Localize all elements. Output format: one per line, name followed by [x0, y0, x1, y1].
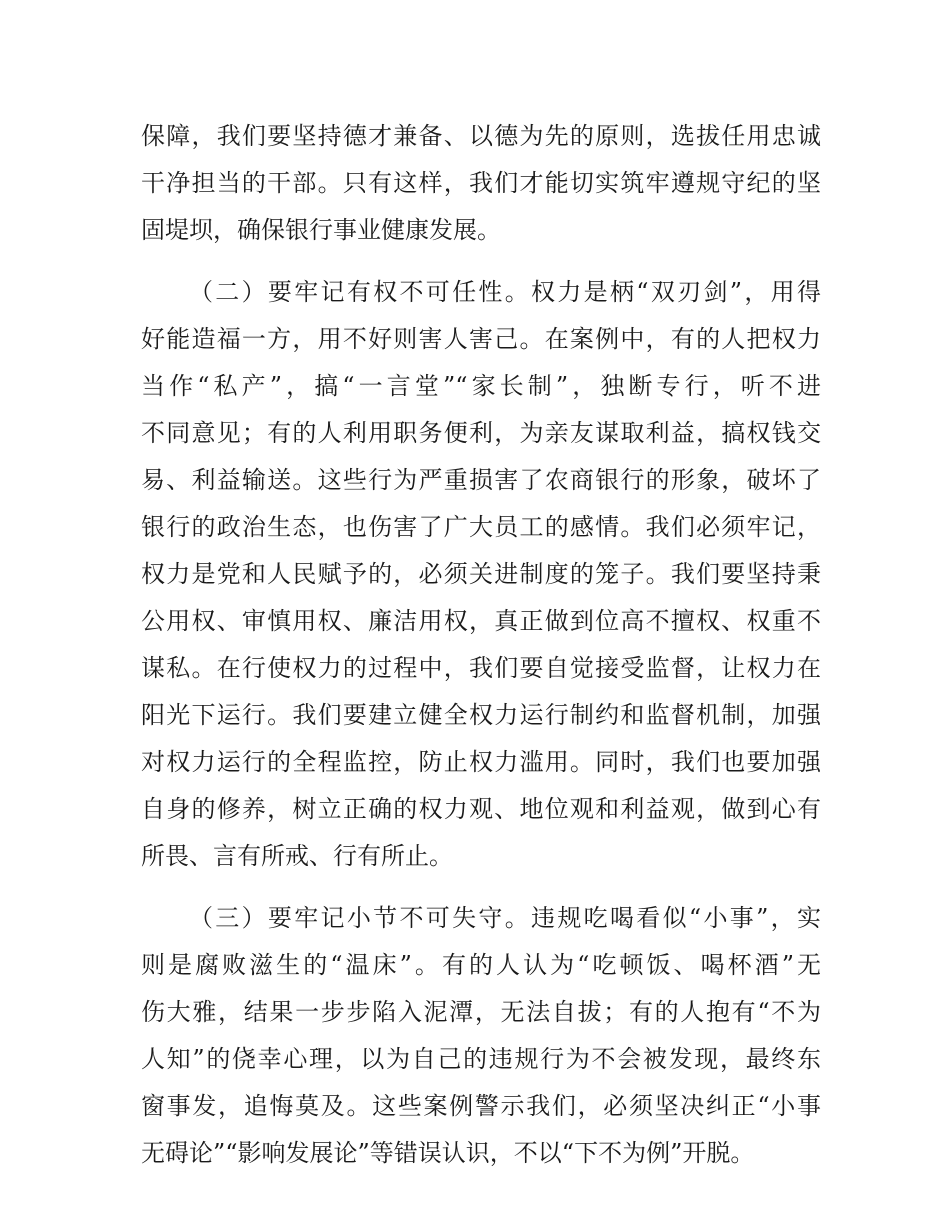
- text-line: 则是腐败滋生的“温床”。有的人认为“吃顿饭、喝杯酒”无: [141, 951, 821, 979]
- document-body: [141, 113, 821, 1177]
- text-line: 对权力运行的全程监控，防止权力滥用。同时，我们也要加强: [141, 748, 821, 776]
- text-line: 不同意见；有的人利用职务便利，为亲友谋取利益，搞权钱交: [141, 419, 821, 447]
- text-line: （二）要牢记有权不可任性。权力是柄“双刃剑”，用得: [189, 278, 821, 306]
- text-line: 干净担当的干部。只有这样，我们才能切实筑牢遵规守纪的坚: [141, 169, 821, 197]
- text-line: 易、利益输送。这些行为严重损害了农商银行的形象，破坏了: [141, 466, 821, 494]
- paragraph-2: [141, 269, 821, 880]
- text-line: 公用权、审慎用权、廉洁用权，真正做到位高不擅权、权重不: [141, 607, 821, 635]
- paragraph-spacer: [141, 880, 821, 895]
- text-line: 固堤坝，确保银行事业健康发展。: [141, 216, 501, 244]
- paragraph-3: [141, 895, 821, 1177]
- text-line: （三）要牢记小节不可失守。违规吃喝看似“小事”，实: [189, 904, 821, 932]
- text-line: 伤大雅，结果一步步陷入泥潭，无法自拔；有的人抱有“不为: [141, 998, 821, 1026]
- text-line: 无碍论”“影响发展论”等错误认识，不以“下不为例”开脱。: [141, 1139, 755, 1167]
- paragraph-1: [141, 113, 821, 254]
- text-line: 银行的政治生态，也伤害了广大员工的感情。我们必须牢记，: [141, 513, 821, 541]
- paragraph-spacer: [141, 254, 821, 269]
- text-line: 保障，我们要坚持德才兼备、以德为先的原则，选拔任用忠诚: [141, 122, 821, 150]
- text-line: 人知”的侥幸心理，以为自己的违规行为不会被发现，最终东: [141, 1045, 821, 1073]
- text-line: 阳光下运行。我们要建立健全权力运行制约和监督机制，加强: [141, 701, 821, 729]
- text-line: 好能造福一方，用不好则害人害己。在案例中，有的人把权力: [141, 325, 821, 353]
- text-line: 所畏、言有所戒、行有所止。: [141, 842, 453, 870]
- text-line: 谋私。在行使权力的过程中，我们要自觉接受监督，让权力在: [141, 654, 821, 682]
- text-line: 窗事发，追悔莫及。这些案例警示我们，必须坚决纠正“小事: [141, 1092, 821, 1120]
- text-line: 自身的修养，树立正确的权力观、地位观和利益观，做到心有: [141, 795, 821, 823]
- text-line: 当作“私产”，搞“一言堂”“家长制”，独断专行，听不进: [141, 372, 821, 400]
- text-line: 权力是党和人民赋予的，必须关进制度的笼子。我们要坚持秉: [141, 560, 821, 588]
